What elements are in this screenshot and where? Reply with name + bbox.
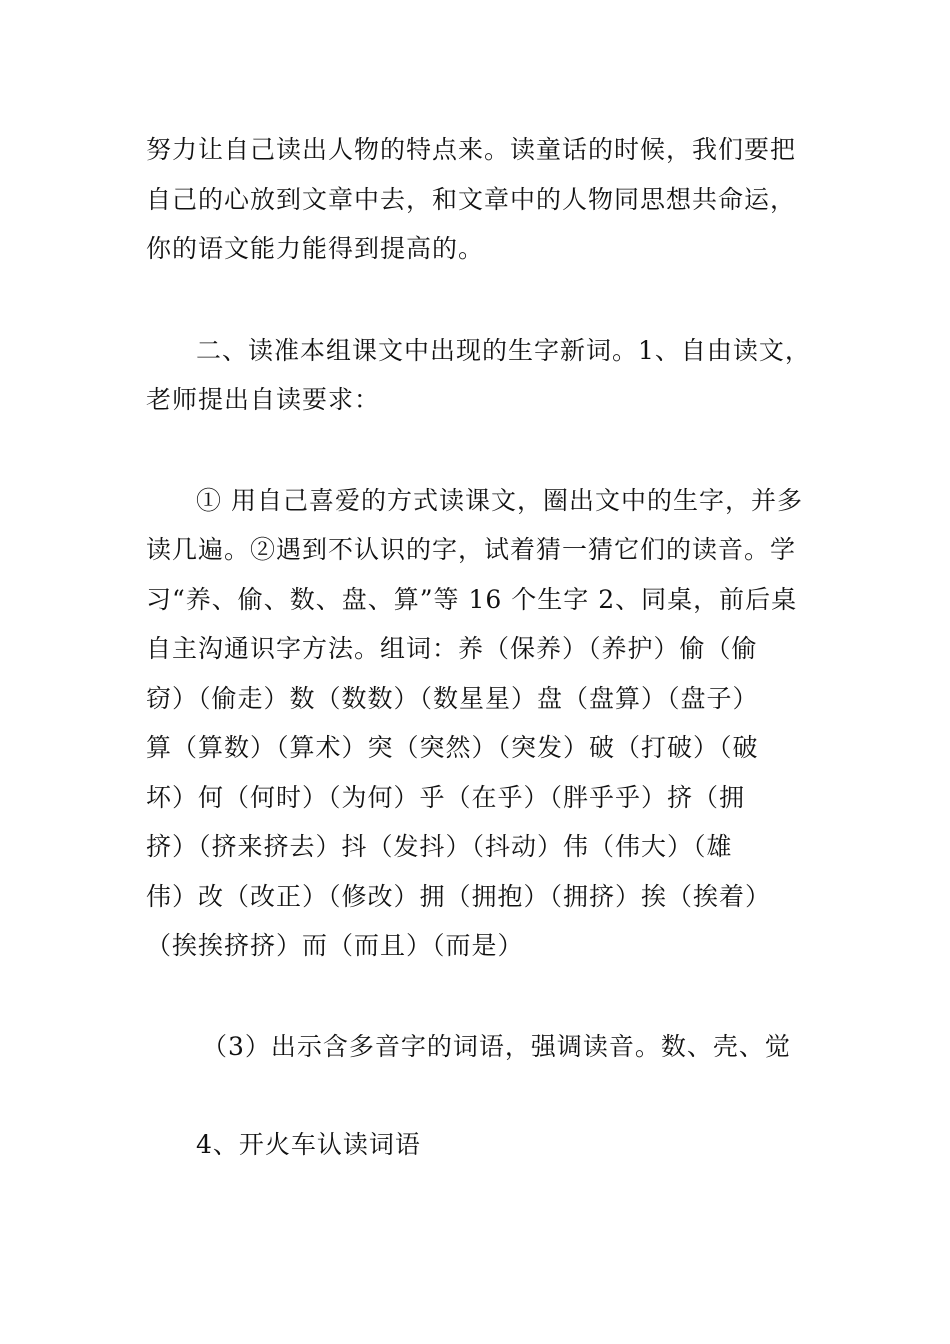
paragraph-1-line-2: 自己的心放到文章中去，和文章中的人物同思想共命运， bbox=[146, 185, 797, 214]
paragraph-3-line-4: 自主沟通识字方法。组词：养（保养）（养护）偷（偷 bbox=[146, 634, 758, 663]
paragraph-3-line-10: （挨挨挤挤）而（而且）（而是） bbox=[146, 931, 524, 960]
paragraph-1-line-3: 你的语文能力能得到提高的。 bbox=[146, 234, 485, 263]
paragraph-3-line-9: 伟）改（改正）（修改）拥（拥抱）（拥挤）挨（挨着） bbox=[146, 882, 772, 911]
paragraph-3-line-1: ① 用自己喜爱的方式读课文，圈出文中的生字，并多 bbox=[196, 486, 803, 515]
paragraph-3-line-5: 窃）（偷走）数（数数）（数星星）盘（盘算）（盘子） bbox=[146, 684, 759, 713]
paragraph-3-line-3: 习“养、偷、数、盘、算”等 16 个生字 2、同桌，前后桌 bbox=[146, 585, 798, 614]
paragraph-4: （3）出示含多音字的词语，强调读音。数、壳、觉 bbox=[202, 1032, 791, 1061]
paragraph-3-line-8: 挤）（挤来挤去）抖（发抖）（抖动）伟（伟大）（雄 bbox=[146, 832, 733, 861]
paragraph-2-line-1: 二、读准本组课文中出现的生字新词。1、自由读文， bbox=[196, 336, 811, 365]
paragraph-2-line-2: 老师提出自读要求： bbox=[146, 385, 381, 414]
paragraph-3-line-6: 算（算数）（算术）突（突然）（突发）破（打破）（破 bbox=[146, 733, 759, 762]
paragraph-3-line-7: 坏）何（何时）（为何）乎（在乎）（胖乎乎）挤（拥 bbox=[146, 783, 746, 812]
paragraph-1-line-1: 努力让自己读出人物的特点来。读童话的时候，我们要把 bbox=[146, 135, 797, 164]
paragraph-3-line-2: 读几遍。②遇到不认识的字，试着猜一猜它们的读音。学 bbox=[146, 535, 797, 564]
paragraph-5: 4、开火车认读词语 bbox=[196, 1130, 421, 1159]
